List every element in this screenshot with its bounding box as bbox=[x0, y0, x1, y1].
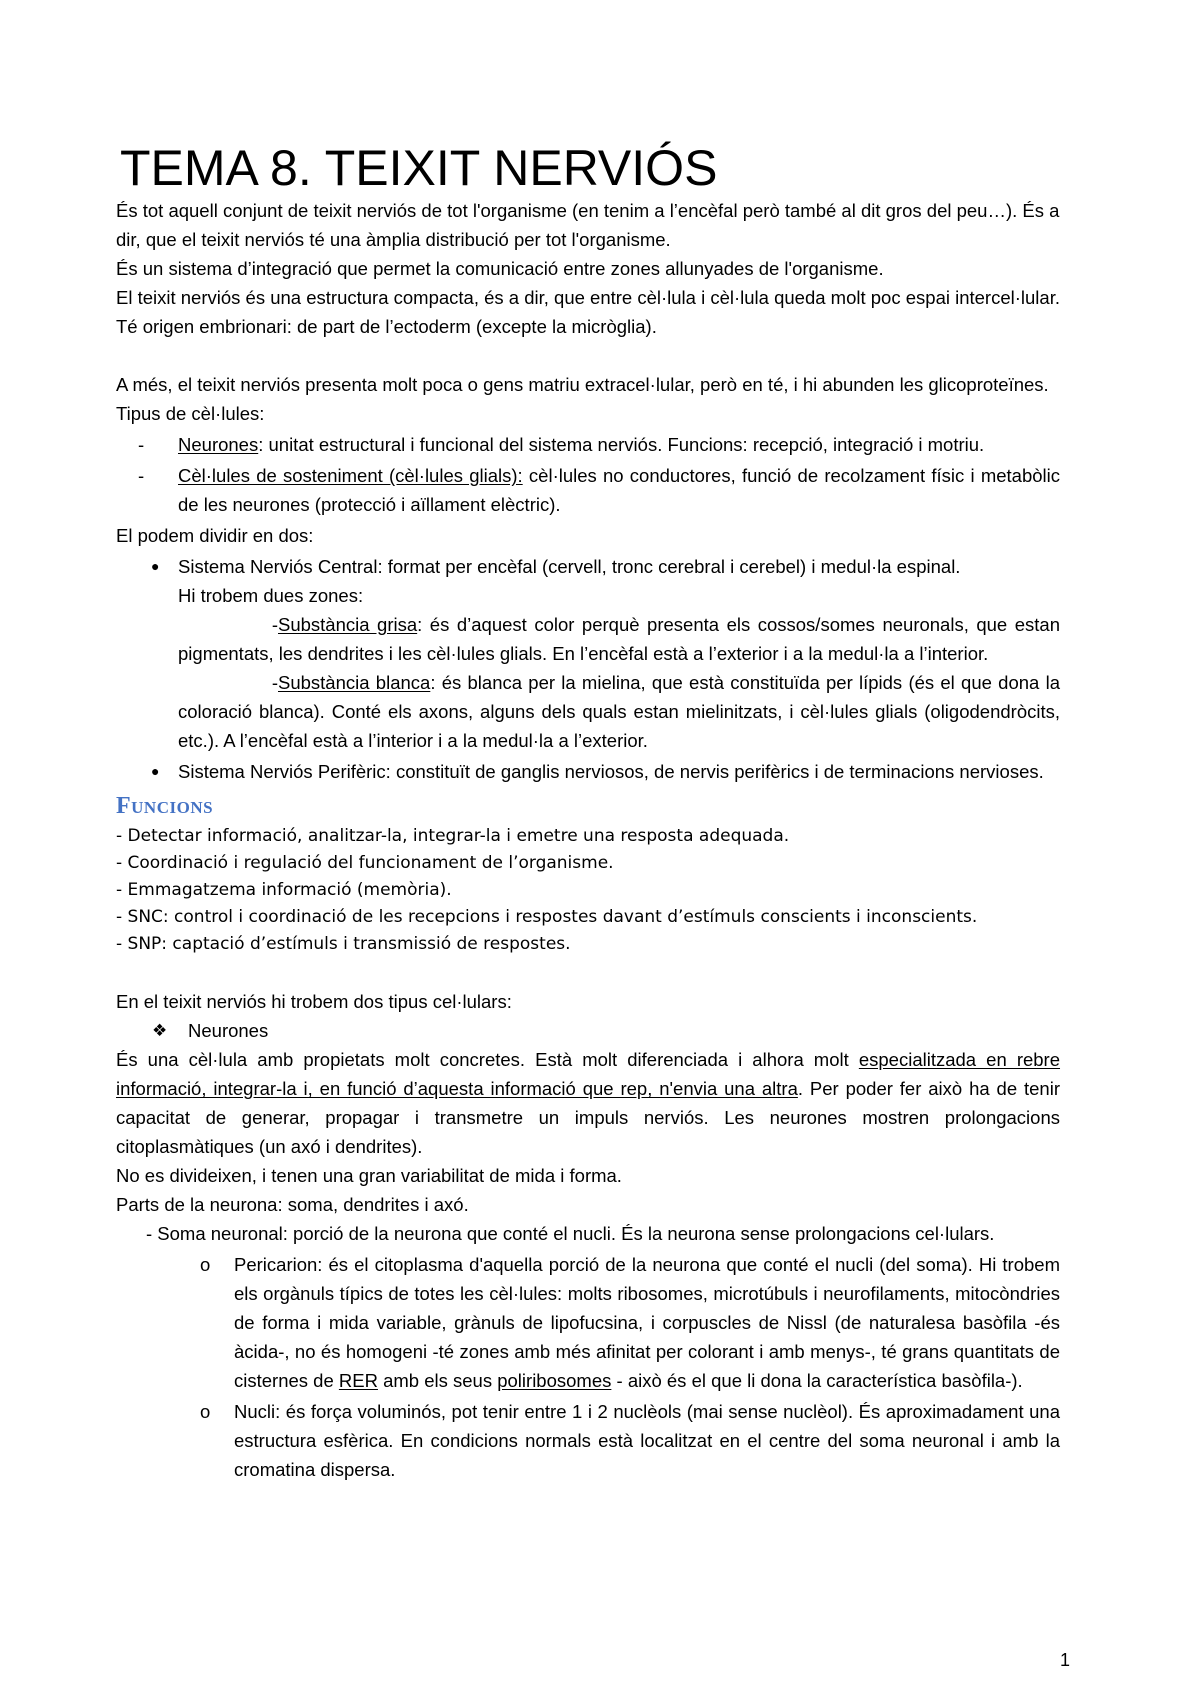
snc-text: Sistema Nerviós Central: format per encèfal (cervell, tronc cerebral i cerebel) i medul·la espinal. bbox=[178, 556, 961, 577]
neurones-heading: ❖ Neurones bbox=[116, 1016, 1060, 1045]
neurones-paragraph-2: No es divideixen, i tenen una gran variabilitat de mida i forma. bbox=[116, 1165, 622, 1186]
page-title: TEMA 8. TEIXIT NERVIÓS bbox=[120, 140, 718, 196]
funcions-item: - Emmagatzema informació (memòria). bbox=[116, 880, 452, 900]
soma-line: - Soma neuronal: porció de la neurona que conté el nucli. És la neurona sense prolongacions cel·lulars. bbox=[146, 1223, 995, 1244]
intro-paragraph-3: El teixit nerviós és una estructura compacta, és a dir, que entre cèl·lula i cèl·lula queda molt poc espai intercel·lular. Té origen embrionari: de part de l’ectoderm (excepte la micròglia). bbox=[116, 287, 1060, 337]
cell-kinds-intro: En el teixit nerviós hi trobem dos tipus cel·lulars: bbox=[116, 991, 512, 1012]
funcions-item: - SNP: captació d’estímuls i transmissió de respostes. bbox=[116, 934, 571, 954]
bullet-icon: ● bbox=[151, 763, 160, 779]
cell-type-term: Neurones bbox=[178, 434, 259, 455]
neurones-paragraph-3: Parts de la neurona: soma, dendrites i axó. bbox=[116, 1194, 469, 1215]
funcions-item: - Coordinació i regulació del funcionament de l’organisme. bbox=[116, 853, 614, 873]
cell-type-term: Cèl·lules de sosteniment (cèl·lules glials): bbox=[178, 465, 523, 486]
intro-paragraph-1: És tot aquell conjunt de teixit nerviós de tot l'organisme (en tenim a l’encèfal però també al dit gros del peu…). És a dir, que el teixit nerviós té una àmplia distribució per tot l'organisme. bbox=[116, 200, 1060, 250]
zones-heading: Hi trobem dues zones: bbox=[178, 585, 364, 606]
intro-paragraph-2: És un sistema d’integració que permet la comunicació entre zones allunyades de l'organisme. bbox=[116, 258, 884, 279]
intro-paragraph-4: A més, el teixit nerviós presenta molt poca o gens matriu extracel·lular, però en té, i hi abunden les glicoproteïnes. bbox=[116, 374, 1049, 395]
funcions-item: - Detectar informació, analitzar-la, integrar-la i emetre una resposta adequada. bbox=[116, 826, 790, 846]
white-matter-term: Substància blanca bbox=[278, 672, 431, 693]
cell-types-heading: Tipus de cèl·lules: bbox=[116, 403, 265, 424]
white-matter-text: -Substància blanca: és blanca per la mielina, que està constituïda per lípids (és el que dona la coloració blanca). Conté els axons, alguns dels quals estan mielinitzats, i cèl·lules glials (oligodendròcits, etc.). A l’encèfal està a l’interior i a la medul·la a l’exterior. bbox=[178, 672, 1060, 751]
pericarion-item: o Pericarion: és el citoplasma d'aquella porció de la neurona que conté el nucli (del soma). Hi trobem els orgànuls típics de totes les cèl·lules: molts ribosomes, microtúbuls i neurofilaments, mitocòndries de forma i mida variable, grànuls de lipofucsina, i corpuscles de Nissl (de naturalesa basòfila -és àcida-, no és homogeni -té zones amb més afinitat per colorant i amb menys-, té grans quantitats de cisternes de RER amb els seus poliribosomes - això és el que li dona la característica basòfila-). bbox=[116, 1250, 1060, 1395]
divide-heading: El podem dividir en dos: bbox=[116, 525, 314, 546]
circle-bullet-icon: o bbox=[200, 1401, 211, 1422]
nucli-item: o Nucli: és força voluminós, pot tenir entre 1 i 2 nuclèols (mai sense nuclèol). És aproximadament una estructura esfèrica. En condicions normals està localitzat en el centre del soma neuronal i amb la cromatina dispersa. bbox=[116, 1397, 1060, 1484]
page-number: 1 bbox=[1060, 1650, 1071, 1670]
neurones-paragraph-1: És una cèl·lula amb propietats molt concretes. Està molt diferenciada i alhora molt especialitzada en rebre informació, integrar-la i, en funció d’aquesta informació que rep, n'envia una altra. Per poder fer això ha de tenir capacitat de generar, propagar i transmetre un impuls nerviós. Les neurones mostren prolongacions citoplasmàtiques (un axó i dendrites). bbox=[116, 1049, 1061, 1157]
circle-bullet-icon: o bbox=[200, 1254, 211, 1275]
grey-matter-term: Substància grisa bbox=[278, 614, 418, 635]
snp-item bbox=[116, 757, 1060, 786]
snp-text: Sistema Nerviós Perifèric: constituït de ganglis nerviosos, de nervis perifèrics i de terminacions nervioses. bbox=[178, 761, 1044, 782]
diamond-bullet-icon: ❖ bbox=[152, 1021, 168, 1040]
cell-type-item: - Neurones: unitat estructural i funcional del sistema nerviós. Funcions: recepció, integració i motriu. bbox=[138, 434, 985, 455]
grey-matter-text: -Substància grisa: és d’aquest color perquè presenta els cossos/somes neuronals, que estan pigmentats, les dendrites i les cèl·lules glials. En l’encèfal està a l’exterior i a la medul·la a l’interior. bbox=[178, 614, 1060, 664]
funcions-heading: Funcions bbox=[116, 793, 214, 819]
page-content bbox=[116, 196, 1060, 1486]
snc-item bbox=[116, 552, 1060, 755]
cell-type-item: - Cèl·lules de sosteniment (cèl·lules glials): cèl·lules no conductores, funció de recolzament físic i metabòlic de les neurones (protecció i aïllament elèctric). bbox=[138, 465, 1060, 515]
bullet-icon: ● bbox=[151, 558, 160, 574]
funcions-item: - SNC: control i coordinació de les recepcions i respostes davant d’estímuls conscients i inconscients. bbox=[116, 907, 978, 927]
